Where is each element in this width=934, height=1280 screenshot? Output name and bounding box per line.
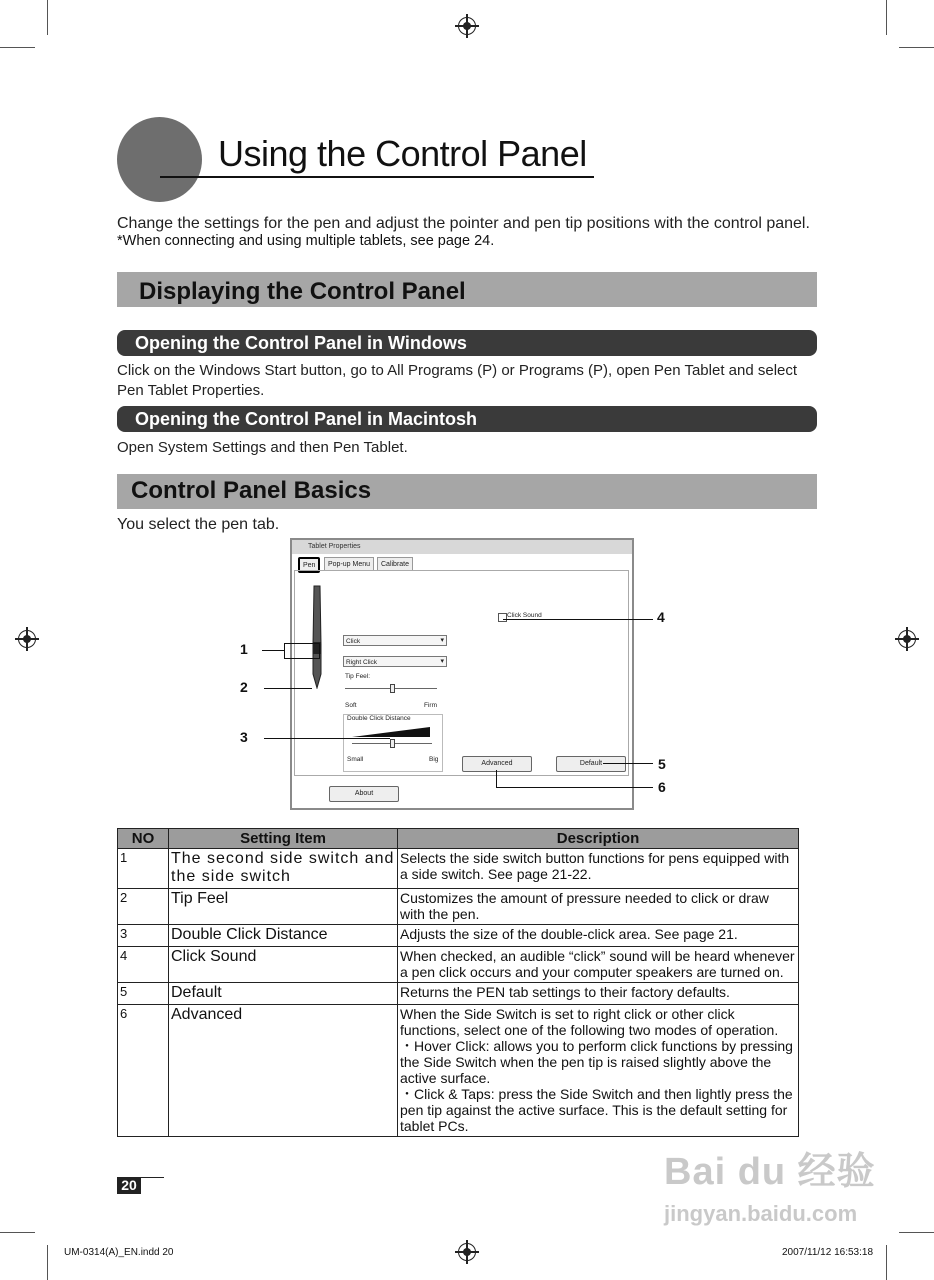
footer-filename: UM-0314(A)_EN.indd 20 (64, 1247, 174, 1258)
watermark-logo-text: Bai du 经验 (664, 1151, 876, 1193)
desc-line: ・Click & Taps: press the Side Switch and then lightly press the pen tip against the active surface. This is the default setting for tablet PCs. (400, 1086, 793, 1134)
subheading-windows: Opening the Control Panel in Windows (117, 330, 817, 356)
page-number-rule (141, 1177, 164, 1178)
crop-mark (0, 47, 35, 48)
side-switch-dropdown-1[interactable]: Click ▾ (343, 635, 447, 646)
callout-line (496, 770, 497, 787)
row-item: Default (169, 983, 398, 1005)
about-button[interactable]: About (329, 786, 399, 802)
intro-note: *When connecting and using multiple tablets, see page 24. (117, 233, 495, 249)
tablet-properties-dialog (290, 538, 634, 810)
callout-line (264, 688, 312, 689)
desc-line: When the Side Switch is set to right click or other click functions, select one of the following two modes of operation. (400, 1006, 779, 1038)
callout-number: 3 (240, 729, 248, 745)
tab-calibrate[interactable]: Calibrate (377, 557, 413, 571)
tab-pen[interactable]: Pen (298, 557, 320, 573)
mac-instructions: Open System Settings and then Pen Tablet. (117, 439, 408, 456)
row-item: Click Sound (169, 947, 398, 983)
basics-text: You select the pen tab. (117, 516, 280, 533)
settings-table (117, 828, 799, 1137)
row-item: Tip Feel (169, 889, 398, 925)
callout-line (496, 787, 653, 788)
click-sound-checkbox[interactable] (498, 613, 507, 622)
page-title: Using the Control Panel (218, 133, 587, 174)
dialog-titlebar: Tablet Properties (292, 540, 632, 554)
tip-feel-label: Tip Feel: (345, 673, 371, 680)
header-no: NO (118, 829, 169, 849)
double-click-wedge (352, 726, 432, 738)
table-row (118, 849, 799, 889)
side-switch-dropdown-2[interactable]: Right Click ▾ (343, 656, 447, 667)
row-item: The second side switch and the side switch (169, 849, 398, 889)
crop-mark (886, 1245, 887, 1280)
header-setting-item: Setting Item (169, 829, 398, 849)
crop-mark (886, 0, 887, 35)
tab-popup-menu[interactable]: Pop-up Menu (324, 557, 374, 571)
advanced-button[interactable]: Advanced (462, 756, 532, 772)
windows-instructions: Click on the Windows Start button, go to All Programs (P) or Programs (P), open Pen Tablet and select Pen Tablet Properties. (117, 362, 798, 399)
double-click-label: Double Click Distance (347, 715, 411, 722)
desc-line: ・Hover Click: allows you to perform click functions by pressing the Side Switch when the pen tip is raised slightly above the active surface. (400, 1038, 793, 1086)
crop-mark (899, 1232, 934, 1233)
row-item: Advanced (169, 1005, 398, 1137)
watermark-url: jingyan.baidu.com (664, 1201, 858, 1226)
firm-label: Firm (424, 702, 437, 709)
table-header-row (118, 829, 799, 849)
row-desc: When checked, an audible “click” sound will be heard whenever a pen click occurs and your computer speakers are turned on. (398, 947, 799, 983)
row-desc: Returns the PEN tab settings to their factory defaults. (398, 983, 799, 1005)
row-no: 3 (118, 925, 169, 947)
crop-mark (0, 1232, 35, 1233)
row-no: 5 (118, 983, 169, 1005)
callout-number: 2 (240, 679, 248, 695)
crop-mark (47, 1245, 48, 1280)
row-no: 6 (118, 1005, 169, 1137)
row-desc: Selects the side switch button functions for pens equipped with a side switch. See page 21-22. (398, 849, 799, 889)
click-sound-label: Click Sound (507, 612, 542, 619)
baidu-watermark (664, 1140, 880, 1240)
row-no: 1 (118, 849, 169, 889)
intro-text: Change the settings for the pen and adjust the pointer and pen tip positions with the control panel. (117, 215, 810, 232)
section-heading-basics: Control Panel Basics (117, 474, 817, 509)
callout-number: 1 (240, 641, 248, 657)
row-desc (398, 1005, 799, 1137)
table-row (118, 925, 799, 947)
callout-line (262, 650, 284, 651)
page-number: 20 (117, 1177, 141, 1194)
title-circle-decoration (117, 117, 202, 202)
crop-mark (899, 47, 934, 48)
soft-label: Soft (345, 702, 357, 709)
title-underline (160, 176, 594, 178)
tip-feel-slider-thumb[interactable] (390, 684, 395, 693)
registration-mark-icon (898, 630, 916, 648)
registration-mark-icon (458, 17, 476, 35)
callout-box (284, 643, 320, 659)
section-heading-displaying: Displaying the Control Panel (117, 272, 817, 307)
registration-mark-icon (18, 630, 36, 648)
default-button[interactable]: Default (556, 756, 626, 772)
table-row (118, 889, 799, 925)
row-desc: Adjusts the size of the double-click area. See page 21. (398, 925, 799, 947)
double-click-slider-thumb[interactable] (390, 739, 395, 748)
crop-mark (47, 0, 48, 35)
callout-line (503, 619, 653, 620)
big-label: Big (429, 756, 439, 763)
callout-line (603, 763, 653, 764)
row-no: 2 (118, 889, 169, 925)
callout-number: 4 (657, 609, 665, 625)
row-no: 4 (118, 947, 169, 983)
table-row (118, 983, 799, 1005)
row-item: Double Click Distance (169, 925, 398, 947)
header-description: Description (398, 829, 799, 849)
table-row (118, 947, 799, 983)
registration-mark-icon (458, 1243, 476, 1261)
row-desc: Customizes the amount of pressure needed to click or draw with the pen. (398, 889, 799, 925)
pen-icon (310, 584, 324, 689)
table-row (118, 1005, 799, 1137)
callout-number: 5 (658, 756, 666, 772)
subheading-macintosh: Opening the Control Panel in Macintosh (117, 406, 817, 432)
callout-number: 6 (658, 779, 666, 795)
callout-line (264, 738, 390, 739)
footer-timestamp: 2007/11/12 16:53:18 (782, 1247, 874, 1258)
small-label: Small (347, 756, 364, 763)
